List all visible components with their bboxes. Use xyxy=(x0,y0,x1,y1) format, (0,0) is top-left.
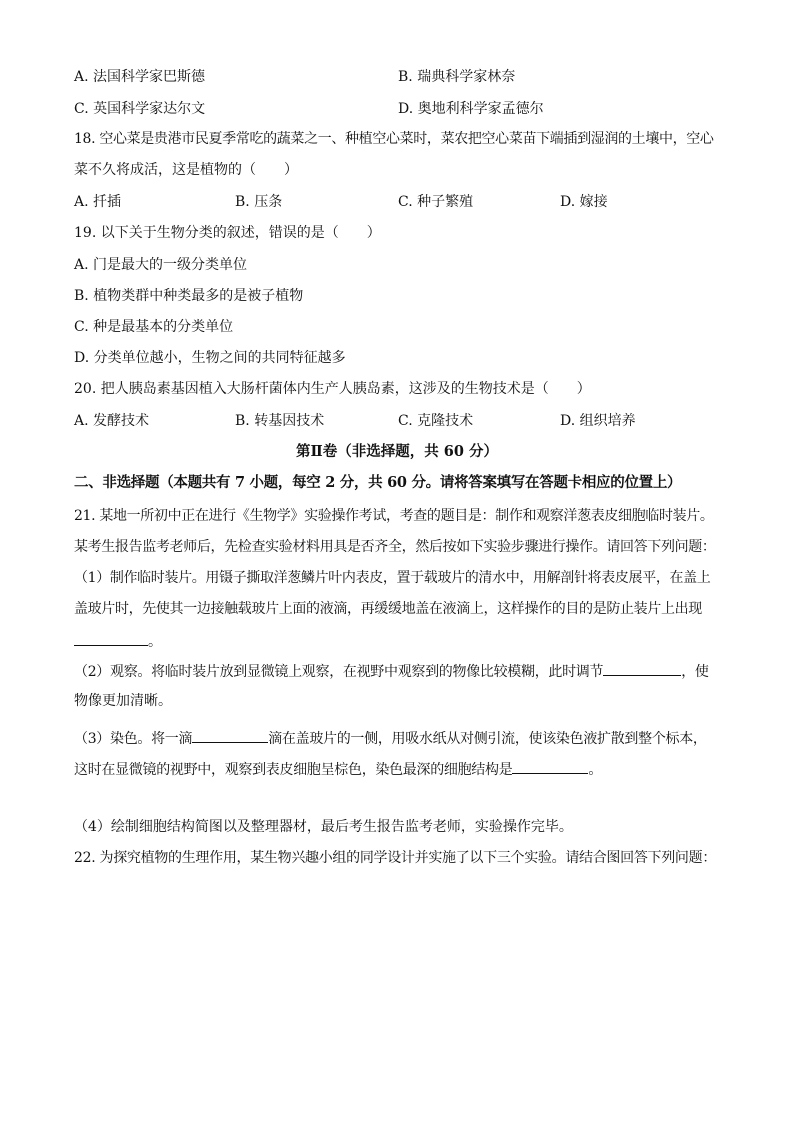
q22-stem: 22. 为探究植物的生理作用，某生物兴趣小组的同学设计并实施了以下三个实验。请结合图回答下列问题： xyxy=(74,850,717,866)
q17-option-a: A. 法国科学家巴斯德 xyxy=(74,69,206,85)
q21-answer-blank-2[interactable] xyxy=(603,661,681,676)
q21-part1-line2: 盖玻片时，先使其一边接触载玻片上面的液滴，再缓缓地盖在液滴上，这样操作的目的是防止装片上出现 xyxy=(74,601,702,617)
q20-option-c: C. 克隆技术 xyxy=(398,413,474,429)
q21-part2-line1 xyxy=(74,661,709,681)
q21-part3-line2-post: 。 xyxy=(588,762,603,778)
q21-stem-line1: 21. 某地一所初中正在进行《生物学》实验操作考试，考查的题目是：制作和观察洋葱表皮细胞临时装片。 xyxy=(74,508,714,524)
q21-answer-blank-4[interactable] xyxy=(512,759,588,774)
q21-part3-pre: （3）染色。将一滴 xyxy=(74,731,193,747)
q20-option-d: D. 组织培养 xyxy=(560,413,636,429)
q18-stem-line2: 菜不久将成活，这是植物的（ ） xyxy=(74,162,298,178)
q21-stem-line2: 某考生报告监考老师后，先检查实验材料用具是否齐全，然后按如下实验步骤进行操作。请回答下列问题： xyxy=(74,539,716,555)
q20-stem: 20. 把人胰岛素基因植入大肠杆菌体内生产人胰岛素，这涉及的生物技术是（ ） xyxy=(74,381,591,397)
q19-option-b: B. 植物类群中种类最多的是被子植物 xyxy=(74,288,304,304)
q21-part3-post: 滴在盖玻片的一侧，用吸水纸从对侧引流，使该染色液扩散到整个标本， xyxy=(268,731,707,747)
q20-option-b: B. 转基因技术 xyxy=(235,413,325,429)
q18-option-b: B. 压条 xyxy=(235,194,283,210)
q21-part1-line3 xyxy=(74,631,162,651)
q18-option-a: A. 扦插 xyxy=(74,194,122,210)
q21-part3-line1 xyxy=(74,728,707,748)
q19-option-d: D. 分类单位越小，生物之间的共同特征越多 xyxy=(74,350,346,366)
q21-answer-blank-3[interactable] xyxy=(192,728,268,743)
q19-option-a: A. 门是最大的一级分类单位 xyxy=(74,257,248,273)
section2-title: 二、非选择题（本题共有 7 小题，每空 2 分，共 60 分。请将答案填写在答题卡相应的位置上） xyxy=(74,474,682,491)
q21-part3-line2 xyxy=(74,759,602,779)
q18-option-c: C. 种子繁殖 xyxy=(398,194,474,210)
q21-part2-pre: （2）观察。将临时装片放到显微镜上观察，在视野中观察到的物像比较模糊，此时调节 xyxy=(74,664,604,680)
q21-part1-line1: （1）制作临时装片。用镊子撕取洋葱鳞片叶内表皮，置于载玻片的清水中，用解剖针将表皮展平，在盖上 xyxy=(74,570,711,586)
q20-option-a: A. 发酵技术 xyxy=(74,413,150,429)
q21-part3-line2-pre: 这时在显微镜的视野中，观察到表皮细胞呈棕色，染色最深的细胞结构是 xyxy=(74,762,513,778)
q19-stem: 19. 以下关于生物分类的叙述，错误的是（ ） xyxy=(74,225,381,241)
q17-option-b: B. 瑞典科学家林奈 xyxy=(398,69,516,85)
q18-stem-line1: 18. 空心菜是贵港市民夏季常吃的蔬菜之一、种植空心菜时，菜农把空心菜苗下端插到湿润的土壤中，空心 xyxy=(74,131,714,147)
q21-answer-blank-1[interactable] xyxy=(74,631,148,646)
part2-title: 第Ⅱ卷（非选择题，共 60 分） xyxy=(296,443,498,460)
q17-option-c: C. 英国科学家达尔文 xyxy=(74,101,206,117)
q18-option-d: D. 嫁接 xyxy=(560,194,608,210)
q21-part4: （4）绘制细胞结构简图以及整理器材，最后考生报告监考老师，实验操作完毕。 xyxy=(74,819,573,835)
q21-part1-end: 。 xyxy=(148,634,162,650)
q21-part2-post: ，使 xyxy=(681,664,709,680)
q21-part2-line2: 物像更加清晰。 xyxy=(74,693,172,709)
q17-option-d: D. 奥地利科学家孟德尔 xyxy=(398,101,544,117)
q19-option-c: C. 种是最基本的分类单位 xyxy=(74,319,234,335)
